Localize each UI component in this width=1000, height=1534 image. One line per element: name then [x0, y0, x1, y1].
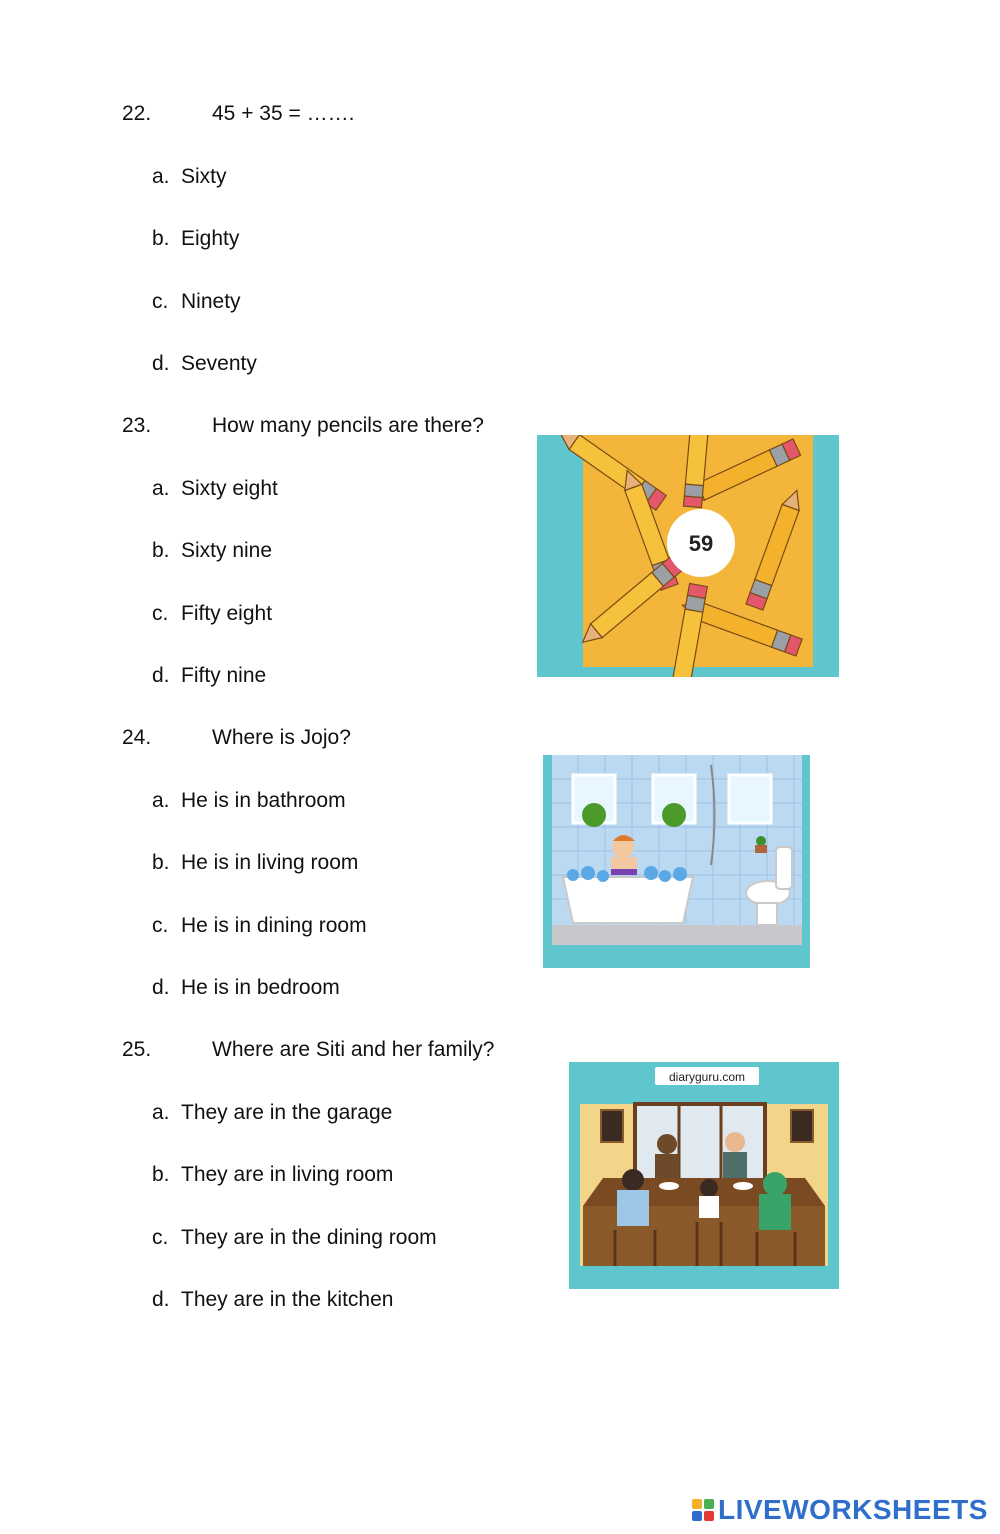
option-text: They are in living room [181, 1163, 394, 1186]
option-letter: b. [152, 227, 170, 250]
option-text: They are in the garage [181, 1101, 393, 1124]
liveworksheets-logo [692, 1494, 988, 1526]
question-text: 45 + 35 = ……. [212, 102, 355, 125]
option-text: Fifty eight [181, 602, 273, 625]
question-text: Where is Jojo? [212, 726, 351, 749]
option-letter: b. [152, 539, 170, 562]
option-letter: d. [152, 664, 170, 687]
pencil-count-label: 59 [688, 531, 714, 556]
option-text: Sixty eight [181, 477, 278, 500]
question-text: How many pencils are there? [212, 414, 484, 437]
option-text: Eighty [181, 227, 240, 250]
option-text: Seventy [181, 352, 257, 375]
option-text: He is in bathroom [181, 789, 346, 812]
option-letter: d. [152, 1288, 170, 1311]
question-number: 23. [122, 414, 152, 437]
question-number: 25. [122, 1038, 152, 1061]
option-letter: c. [152, 1226, 169, 1249]
bathroom-image [543, 755, 810, 968]
option-letter: c. [152, 914, 169, 937]
logo-grid-icon [692, 1499, 714, 1521]
option-letter: a. [152, 789, 170, 812]
option-text: Sixty [181, 165, 227, 188]
option-text: He is in dining room [181, 914, 367, 937]
dining-room-image [569, 1062, 839, 1289]
pencils-illustration [537, 435, 839, 677]
bathroom-illustration [543, 755, 810, 968]
question-number: 22. [122, 102, 152, 125]
option-text: Fifty nine [181, 664, 267, 687]
option-letter: c. [152, 602, 169, 625]
option-text: They are in the kitchen [181, 1288, 394, 1311]
option-letter: a. [152, 1101, 170, 1124]
question-text: Where are Siti and her family? [212, 1038, 495, 1061]
question-number: 24. [122, 726, 152, 749]
image-source-label: diaryguru.com [668, 1070, 746, 1084]
option-text: They are in the dining room [181, 1226, 437, 1249]
option-letter: a. [152, 165, 170, 188]
dining-illustration [569, 1062, 839, 1289]
option-text: He is in bedroom [181, 976, 340, 999]
option-letter: d. [152, 352, 170, 375]
pencils-image [537, 435, 839, 677]
option-letter: a. [152, 477, 170, 500]
option-letter: b. [152, 1163, 170, 1186]
option-letter: d. [152, 976, 170, 999]
option-text: Sixty nine [181, 539, 273, 562]
option-text: He is in living room [181, 851, 359, 874]
option-letter: c. [152, 290, 169, 313]
option-letter: b. [152, 851, 170, 874]
option-text: Ninety [181, 290, 241, 313]
brand-name: LIVEWORKSHEETS [718, 1494, 988, 1525]
